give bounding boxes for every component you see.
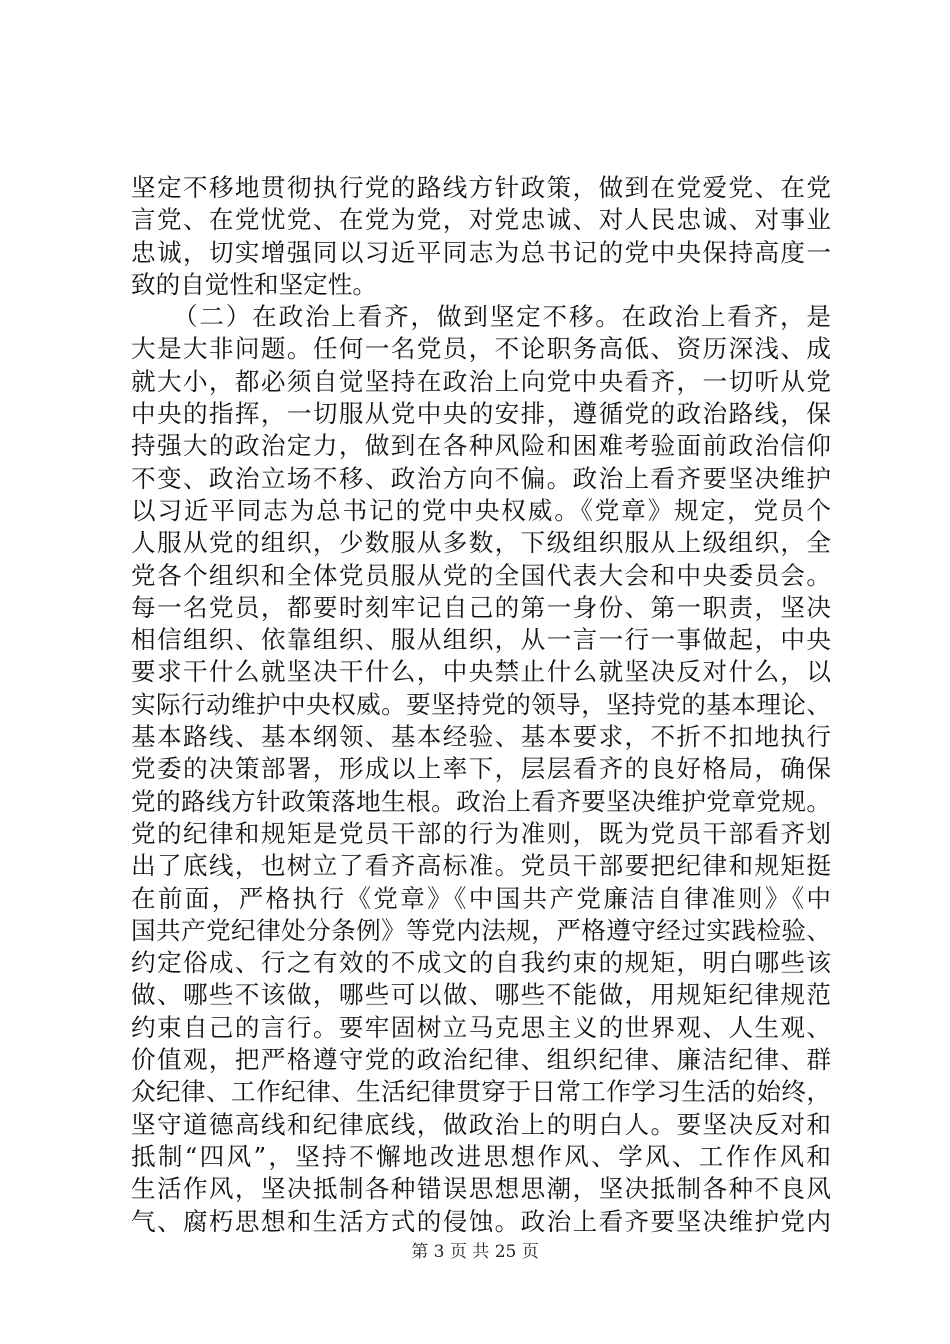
text-line: 党的路线方针政策落地生根。政治上看齐要坚决维护党章党规。: [131, 786, 831, 816]
text-line: 致的自觉性和坚定性。: [131, 269, 377, 299]
text-line: 做、哪些不该做，哪些可以做、哪些不能做，用规矩纪律规范: [131, 980, 831, 1010]
body-text: [131, 172, 831, 1238]
paragraph-start-line: （二）在政治上看齐，做到坚定不移。在政治上看齐，是: [173, 302, 831, 332]
text-line: 出了底线，也树立了看齐高标准。党员干部要把纪律和规矩挺: [131, 851, 831, 881]
text-line: 坚定不移地贯彻执行党的路线方针政策，做到在党爱党、在党: [131, 173, 831, 202]
text-line: 持强大的政治定力，做到在各种风险和困难考验面前政治信仰: [131, 431, 831, 461]
text-line: 气、腐朽思想和生活方式的侵蚀。政治上看齐要坚决维护党内: [131, 1206, 831, 1236]
text-line: 实际行动维护中央权威。要坚持党的领导，坚持党的基本理论、: [131, 689, 831, 719]
text-line: 以习近平同志为总书记的党中央权威。《党章》规定，党员个: [131, 495, 831, 525]
text-line: 众纪律、工作纪律、生活纪律贯穿于日常工作学习生活的始终，: [131, 1077, 831, 1107]
text-line: 每一名党员，都要时刻牢记自己的第一身份、第一职责，坚决: [131, 592, 831, 622]
text-line: 党的纪律和规矩是党员干部的行为准则，既为党员干部看齐划: [131, 818, 831, 848]
text-line: 基本路线、基本纲领、基本经验、基本要求，不折不扣地执行: [131, 722, 831, 752]
text-line: 在前面，严格执行《党章》《中国共产党廉洁自律准则》《中: [131, 883, 831, 913]
text-line: 党委的决策部署，形成以上率下，层层看齐的良好格局，确保: [131, 754, 831, 784]
text-line: 约定俗成、行之有效的不成文的自我约束的规矩，明白哪些该: [131, 948, 831, 978]
text-line: 抵制“四风”，坚持不懈地改进思想作风、学风、工作作风和: [131, 1141, 831, 1171]
text-line: 不变、政治立场不移、政治方向不偏。政治上看齐要坚决维护: [131, 463, 831, 493]
text-line: 忠诚，切实增强同以习近平同志为总书记的党中央保持高度一: [131, 237, 831, 267]
text-line: 要求干什么就坚决干什么，中央禁止什么就坚决反对什么，以: [131, 657, 831, 687]
text-line: 中央的指挥，一切服从党中央的安排，遵循党的政治路线，保: [131, 399, 831, 429]
text-line: 价值观，把严格遵守党的政治纪律、组织纪律、廉洁纪律、群: [131, 1045, 831, 1075]
text-line: 大是大非问题。任何一名党员，不论职务高低、资历深浅、成: [131, 334, 831, 364]
text-line: 言党、在党忧党、在党为党，对党忠诚、对人民忠诚、对事业: [131, 205, 831, 235]
page-number-footer: 第 3 页 共 25 页: [411, 1242, 539, 1262]
text-line: 相信组织、依靠组织、服从组织，从一言一行一事做起，中央: [131, 625, 831, 655]
text-line: 坚守道德高线和纪律底线，做政治上的明白人。要坚决反对和: [131, 1109, 831, 1139]
text-line: 生活作风，坚决抵制各种错误思想思潮，坚决抵制各种不良风: [131, 1174, 831, 1204]
text-line: 人服从党的组织，少数服从多数，下级组织服从上级组织，全: [131, 528, 831, 558]
text-line: 就大小，都必须自觉坚持在政治上向党中央看齐，一切听从党: [131, 366, 831, 396]
text-line: 约束自己的言行。要牢固树立马克思主义的世界观、人生观、: [131, 1012, 831, 1042]
text-line: 国共产党纪律处分条例》等党内法规，严格遵守经过实践检验、: [131, 915, 831, 945]
text-line: 党各个组织和全体党员服从党的全国代表大会和中央委员会。: [131, 560, 831, 590]
